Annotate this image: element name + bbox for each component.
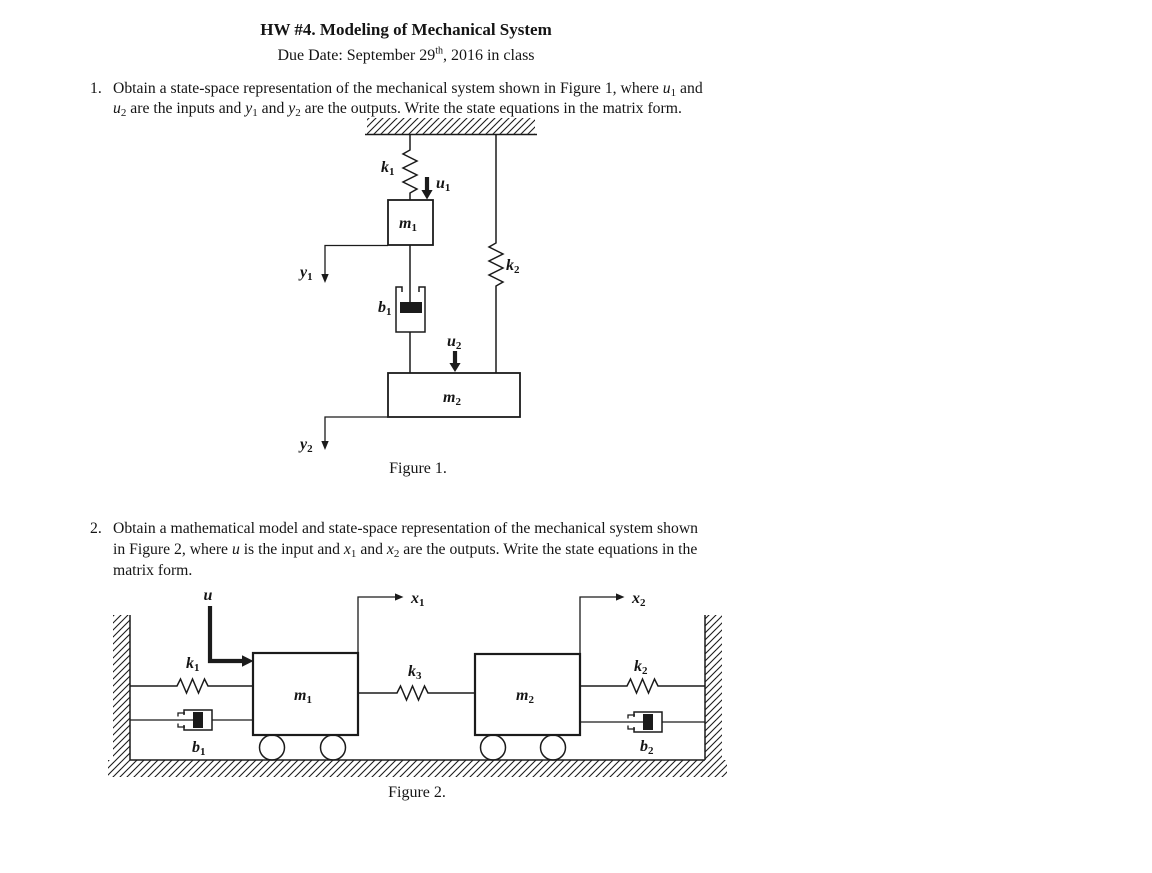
- output-y1-arrowhead: [321, 274, 328, 283]
- spring-k3-figure2: [358, 686, 475, 700]
- wheel-m2-left: [481, 735, 506, 760]
- output-x1-line: [358, 597, 395, 653]
- label-k2-figure2: k2: [634, 658, 648, 677]
- label-b1-figure2: b1: [192, 739, 206, 758]
- problem2-line3: matrix form.: [113, 562, 193, 579]
- damper-b1-piston: [400, 302, 422, 313]
- label-u1-figure1: u1: [436, 175, 451, 194]
- force-u-arrow: [210, 606, 243, 661]
- figure2-caption: Figure 2.: [388, 784, 446, 801]
- force-u-arrowhead: [242, 655, 254, 667]
- label-m2-figure2: m2: [516, 687, 534, 706]
- label-u-figure2: u: [203, 587, 213, 604]
- problem1-number: 1.: [90, 80, 102, 97]
- due-date: Due Date: September 29th, 2016 in class: [277, 45, 535, 64]
- floor-hatch: [108, 760, 727, 777]
- damper-b1-piston: [193, 712, 203, 728]
- label-m2-figure1: m2: [443, 389, 461, 408]
- output-y1-line: [325, 246, 388, 275]
- wheel-m1-right: [321, 735, 346, 760]
- left-wall-hatch: [113, 615, 130, 760]
- spring-k2-figure2: [580, 679, 705, 693]
- label-y1-figure1: y1: [300, 264, 313, 283]
- label-m1-figure1: m1: [399, 215, 417, 234]
- label-m1-figure2: m1: [294, 687, 312, 706]
- spring-k1-figure2: [130, 679, 253, 693]
- problem2-line1: Obtain a mathematical model and state-space representation of the mechanical system shown: [113, 520, 699, 537]
- figure1-diagram: [290, 113, 546, 481]
- problem2-number: 2.: [90, 520, 102, 537]
- problem1-line1: Obtain a state-space representation of the mechanical system shown in Figure 1, where $u_1$ and: [113, 80, 703, 99]
- force-u2-arrowhead: [449, 363, 460, 372]
- force-u1-arrowhead: [421, 190, 432, 200]
- output-y2-arrowhead: [321, 441, 328, 450]
- output-y2-line: [325, 417, 388, 441]
- label-b2-figure2: b2: [640, 738, 654, 757]
- page-title: HW #4. Modeling of Mechanical System: [260, 20, 552, 39]
- label-k3-figure2: k3: [408, 663, 422, 682]
- label-k1-figure2: k1: [186, 655, 200, 674]
- label-k1-figure1: k1: [381, 159, 395, 178]
- figure2-diagram: [100, 580, 740, 808]
- label-u2-figure1: u2: [447, 333, 462, 352]
- problem1-line2: $u_2$ are the inputs and $y_1$ and $y_2$ are the outputs. Write the state equations in the matrix form.: [113, 100, 682, 119]
- figure1-caption: Figure 1.: [389, 460, 447, 477]
- label-b1-figure1: b1: [378, 299, 392, 318]
- ceiling-hatch: [367, 118, 535, 134]
- right-wall-hatch: [705, 615, 722, 760]
- output-x2-arrowhead: [616, 593, 625, 600]
- label-x1-figure2: x1: [411, 590, 425, 609]
- label-k2-figure1: k2: [506, 257, 520, 276]
- wheel-m2-right: [541, 735, 566, 760]
- output-x2-line: [580, 597, 616, 654]
- wheel-m1-left: [260, 735, 285, 760]
- spring-k2-figure1: [489, 135, 503, 374]
- damper-b2-piston: [643, 714, 653, 730]
- label-y2-figure1: y2: [300, 436, 313, 455]
- spring-k1-figure1: [403, 135, 417, 201]
- due-date-superscript: th: [435, 45, 443, 57]
- output-x1-arrowhead: [395, 593, 404, 600]
- problem2-line2: in Figure 2, where u is the input and $x_1$ and $x_2$ are the outputs. Write the state equations in the: [113, 541, 698, 560]
- label-x2-figure2: x2: [632, 590, 646, 609]
